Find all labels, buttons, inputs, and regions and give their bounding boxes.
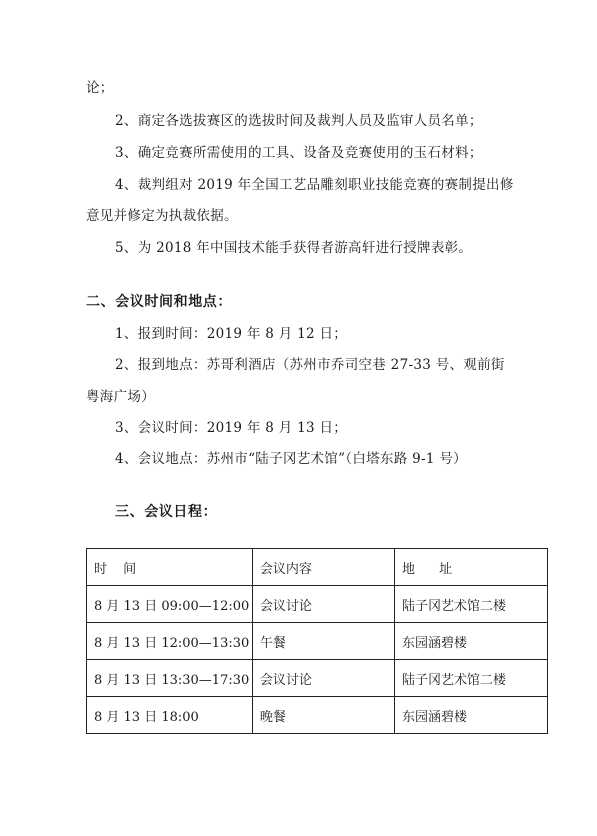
table-row: [87, 697, 548, 734]
header-address: 地 址: [394, 549, 547, 586]
row-content: 午餐: [252, 623, 394, 660]
body-line-5: 意见并修定为执裁依据。: [86, 208, 238, 224]
row-content: 会议讨论: [252, 586, 394, 623]
row-content: 会议讨论: [252, 660, 394, 697]
row-address: 陆子冈艺术馆二楼: [394, 660, 547, 697]
schedule-table: [86, 548, 548, 734]
section-2-line-5: 4、会议地点：苏州市“陆子冈艺术馆”（白塔东路 9-1 号）: [115, 451, 467, 467]
row-time: 8 月 13 日 18:00: [87, 697, 253, 734]
body-line-2: 2、商定各选拔赛区的选拔时间及裁判人员及监审人员名单；: [115, 113, 483, 129]
section-2-line-1: 1、报到时间：2019 年 8 月 12 日；: [115, 326, 348, 342]
body-line-1: 论；: [86, 80, 114, 96]
header-time: 时 间: [87, 549, 253, 586]
body-line-6: 5、为 2018 年中国技术能手获得者游高轩进行授牌表彰。: [115, 240, 473, 256]
body-line-4: 4、裁判组对 2019 年全国工艺品雕刻职业技能竞赛的赛制提出修: [115, 177, 514, 193]
table-row: [87, 586, 548, 623]
section-2-line-4: 3、会议时间：2019 年 8 月 13 日；: [115, 420, 348, 436]
row-address: 东园涵碧楼: [394, 623, 547, 660]
row-address: 东园涵碧楼: [394, 697, 547, 734]
table-header-row: [87, 549, 548, 586]
row-time: 8 月 13 日 12:00—13:30: [87, 623, 253, 660]
table-row: [87, 623, 548, 660]
body-line-3: 3、确定竞赛所需使用的工具、设备及竞赛使用的玉石材料；: [115, 145, 483, 161]
row-content: 晚餐: [252, 697, 394, 734]
section-3-heading: 三、会议日程：: [115, 504, 218, 520]
section-2-heading: 二、会议时间和地点：: [86, 294, 232, 310]
row-address: 陆子冈艺术馆二楼: [394, 586, 547, 623]
row-time: 8 月 13 日 09:00—12:00: [87, 586, 253, 623]
section-2-line-2: 2、报到地点：苏哥利酒店（苏州市乔司空巷 27-33 号、观前街: [115, 357, 505, 373]
table-row: [87, 660, 548, 697]
header-content: 会议内容: [252, 549, 394, 586]
row-time: 8 月 13 日 13:30—17:30: [87, 660, 253, 697]
section-2-line-3: 粤海广场）: [86, 389, 155, 405]
